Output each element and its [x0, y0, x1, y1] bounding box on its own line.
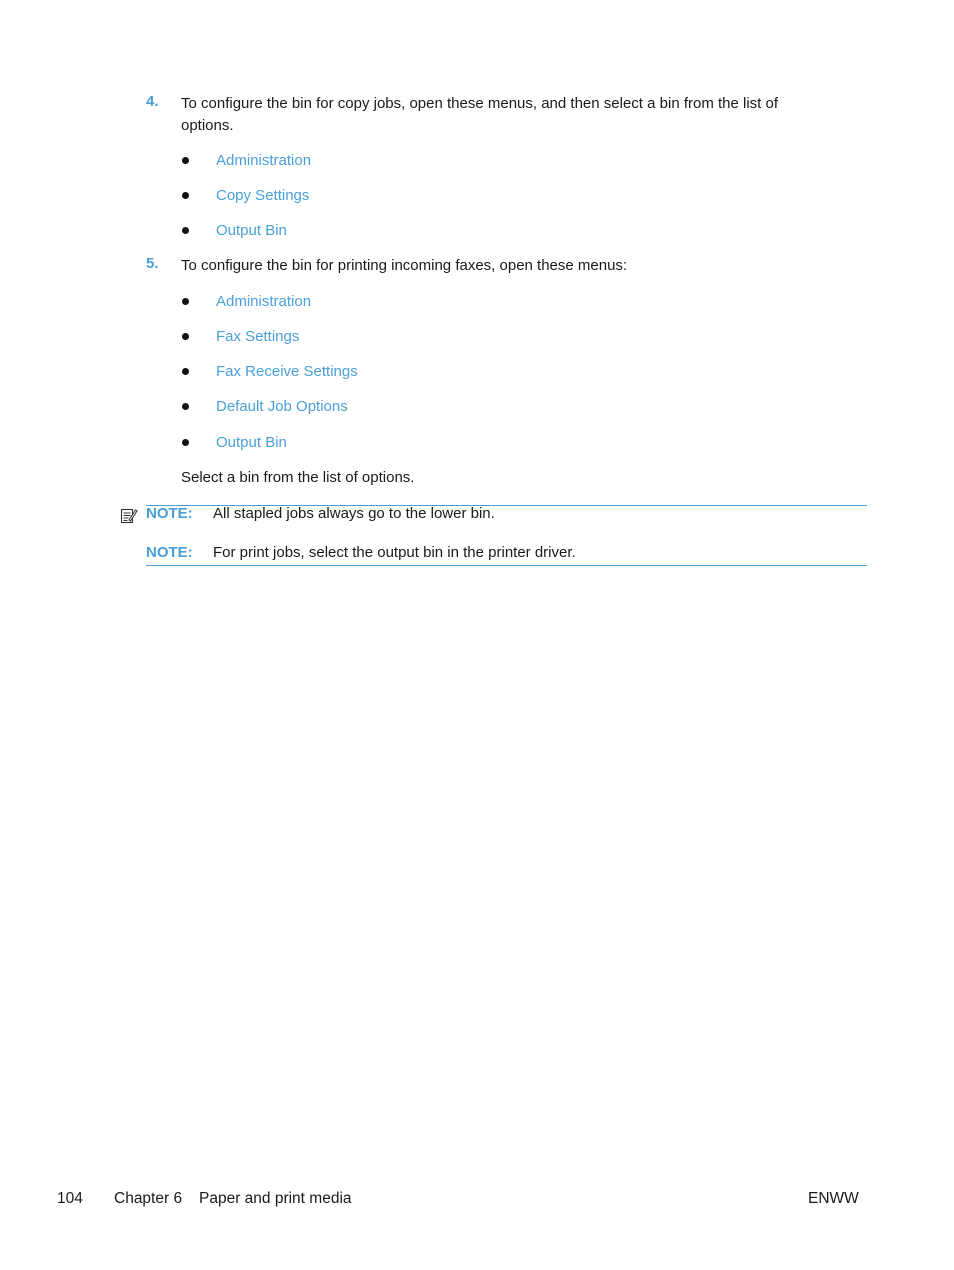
menu-link-default-job-options[interactable]: Default Job Options [216, 398, 348, 415]
bullet-icon [182, 157, 189, 164]
step-number: 5. [146, 255, 159, 272]
bullet-icon [182, 368, 189, 375]
note-label: NOTE: [146, 505, 193, 522]
step-number: 4. [146, 93, 159, 110]
step-text: To configure the bin for copy jobs, open these menus, and then select a bin from the list of options. [181, 95, 779, 134]
note-icon [120, 507, 138, 525]
bullet-icon [182, 192, 189, 199]
bullet-icon [182, 403, 189, 410]
menu-link-output-bin[interactable]: Output Bin [216, 222, 287, 239]
menu-link-output-bin[interactable]: Output Bin [216, 434, 287, 451]
bullet-icon [182, 227, 189, 234]
menu-link-copy-settings[interactable]: Copy Settings [216, 187, 310, 204]
menu-link-fax-receive-settings[interactable]: Fax Receive Settings [216, 363, 358, 380]
note-print-jobs [146, 542, 867, 564]
bullet-icon [182, 333, 189, 340]
note-bottom-rule [146, 565, 867, 566]
note-label: NOTE: [146, 544, 193, 561]
note-text: All stapled jobs always go to the lower bin. [213, 505, 495, 522]
menu-link-fax-settings[interactable]: Fax Settings [216, 328, 300, 345]
menu-link-administration[interactable]: Administration [216, 293, 312, 310]
step-5-followup: Select a bin from the list of options. [181, 469, 415, 486]
step-text: To configure the bin for printing incoming faxes, open these menus: [181, 257, 628, 274]
bullet-icon [182, 298, 189, 305]
note-stapled-jobs [146, 503, 867, 525]
chapter-title: Paper and print media [199, 1190, 352, 1207]
bullet-icon [182, 439, 189, 446]
chapter-label: Chapter 6 [114, 1190, 183, 1207]
edition-code: ENWW [808, 1190, 859, 1207]
page-number: 104 [57, 1190, 83, 1207]
menu-link-administration[interactable]: Administration [216, 152, 312, 169]
note-text: For print jobs, select the output bin in the printer driver. [213, 544, 576, 561]
